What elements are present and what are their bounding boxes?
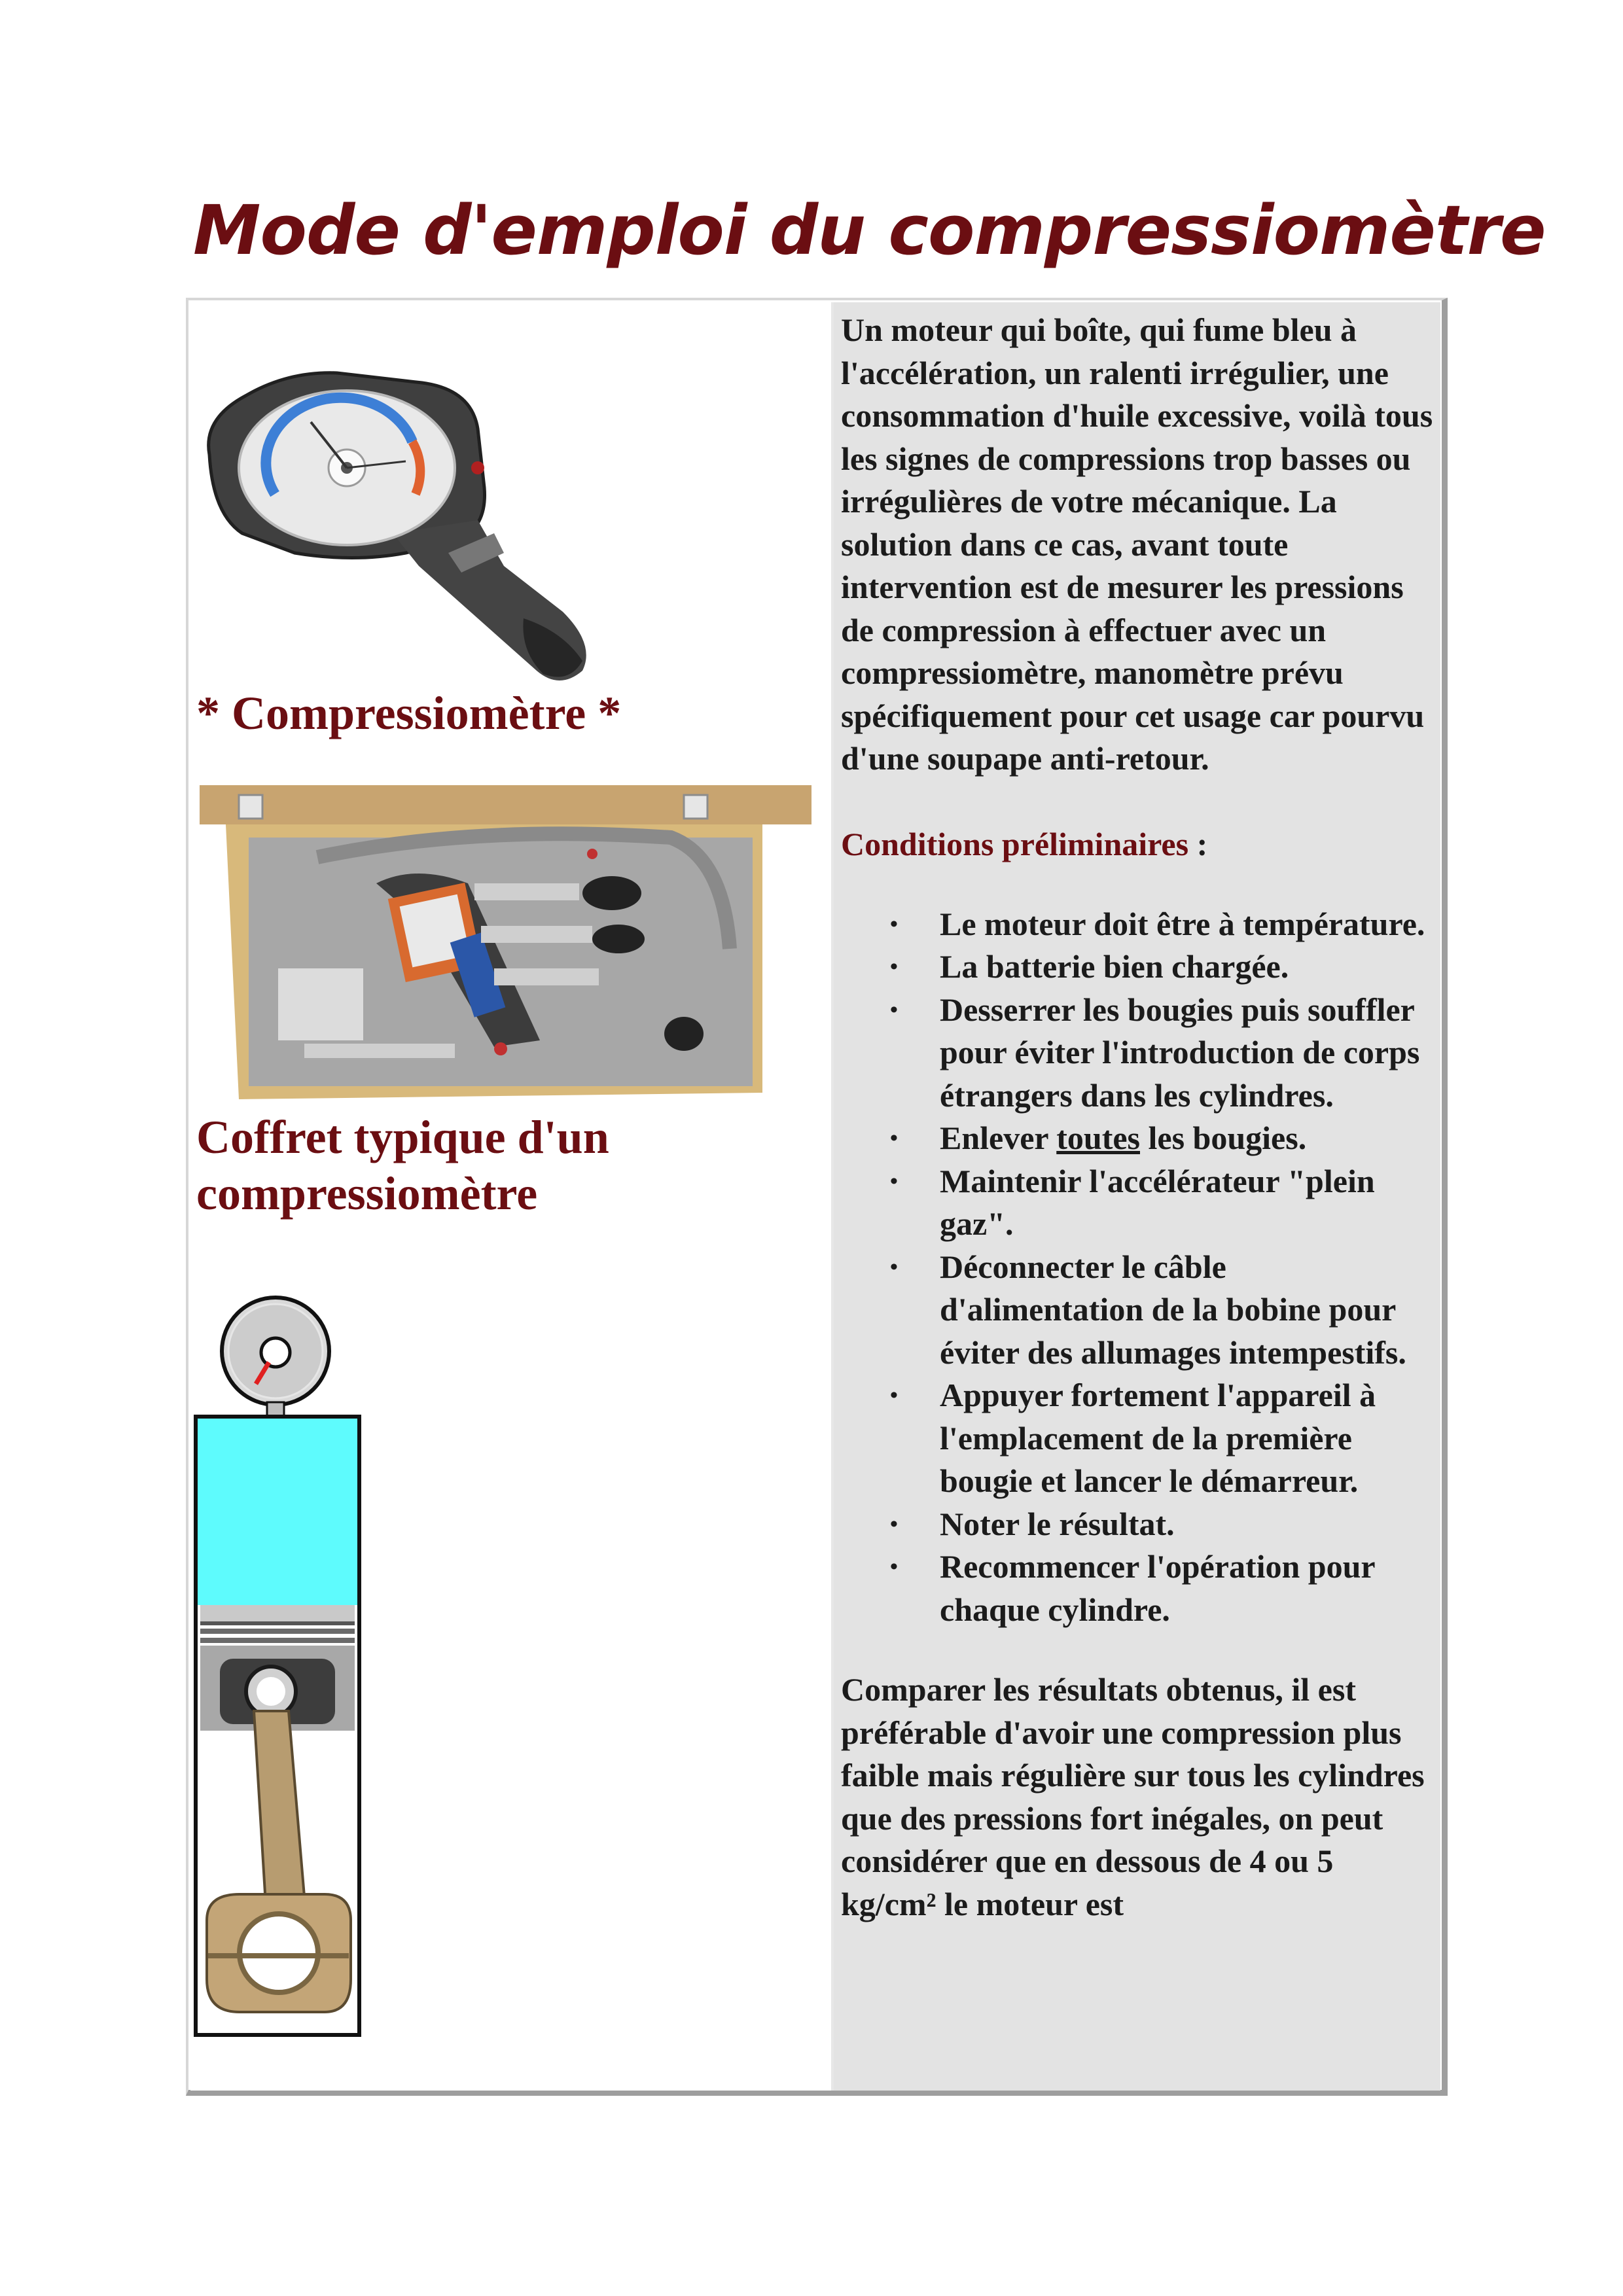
list-item: • Recommencer l'opération pour chaque cylindre. bbox=[841, 1545, 1436, 1631]
bullet-icon: • bbox=[890, 997, 898, 1022]
conditions-colon: : bbox=[1188, 825, 1208, 862]
conditions-list bbox=[841, 903, 1436, 1632]
bullet-icon: • bbox=[890, 1555, 898, 1579]
list-item: • Maintenir l'accélérateur "plein gaz". bbox=[841, 1160, 1436, 1246]
list-item: • Noter le résultat. bbox=[841, 1503, 1436, 1546]
page-title: Mode d'emploi du compressiomètre bbox=[193, 190, 1546, 270]
compressiometer-case-image bbox=[200, 785, 812, 1106]
bullet-icon: • bbox=[890, 1254, 898, 1279]
bullet-icon: • bbox=[890, 955, 898, 979]
bullet-icon: • bbox=[890, 1126, 898, 1150]
conditions-label: Conditions préliminaires bbox=[841, 825, 1189, 862]
conclusion-paragraph: Comparer les résultats obtenus, il est préférable d'avoir une compression plus faible mais régulière sur tous les cylindres que des pressions fort inégales, on peut considérer que en dessous de 4 ou 5 kg/cm² le moteur est bbox=[841, 1671, 1425, 1922]
bullet-icon: • bbox=[890, 1511, 898, 1536]
list-item: • La batterie bien chargée. bbox=[841, 945, 1436, 989]
underlined-word: toutes bbox=[1056, 1120, 1140, 1156]
list-item: • Le moteur doit être à température. bbox=[841, 903, 1436, 946]
conditions-heading bbox=[841, 823, 1436, 866]
list-item: • Desserrer les bougies puis souffler pour éviter l'introduction de corps étrangers dans les cylindres. bbox=[841, 989, 1436, 1118]
compression-gauge-image bbox=[196, 357, 648, 690]
list-item: • Enlever toutes les bougies. bbox=[841, 1117, 1436, 1160]
list-item: • Déconnecter le câble d'alimentation de la bobine pour éviter des allumages intempestifs. bbox=[841, 1246, 1436, 1375]
gauge-caption: * Compressiomètre * bbox=[196, 687, 622, 739]
bullet-icon: • bbox=[890, 911, 898, 936]
list-item: • Appuyer fortement l'appareil à l'emplacement de la première bougie et lancer le démarreur. bbox=[841, 1374, 1436, 1503]
instructions-column bbox=[834, 302, 1440, 2091]
piston-diagram-image bbox=[194, 1292, 364, 2038]
bullet-icon: • bbox=[890, 1169, 898, 1193]
case-caption: Coffret typique d'un compressiomètre bbox=[196, 1111, 609, 1220]
bullet-icon: • bbox=[890, 1383, 898, 1407]
intro-paragraph: Un moteur qui boîte, qui fume bleu à l'accélération, un ralenti irrégulier, une consommation d'huile excessive, voilà tous les signes de compressions trop basses ou irrégulières de votre mécanique. La solution dans ce cas, avant toute intervention est de mesurer les pressions de compression à effectuer avec un compressiomètre, manomètre prévu spécifiquement pour cet usage car pourvu d'une soupape anti-retour. bbox=[841, 311, 1433, 777]
